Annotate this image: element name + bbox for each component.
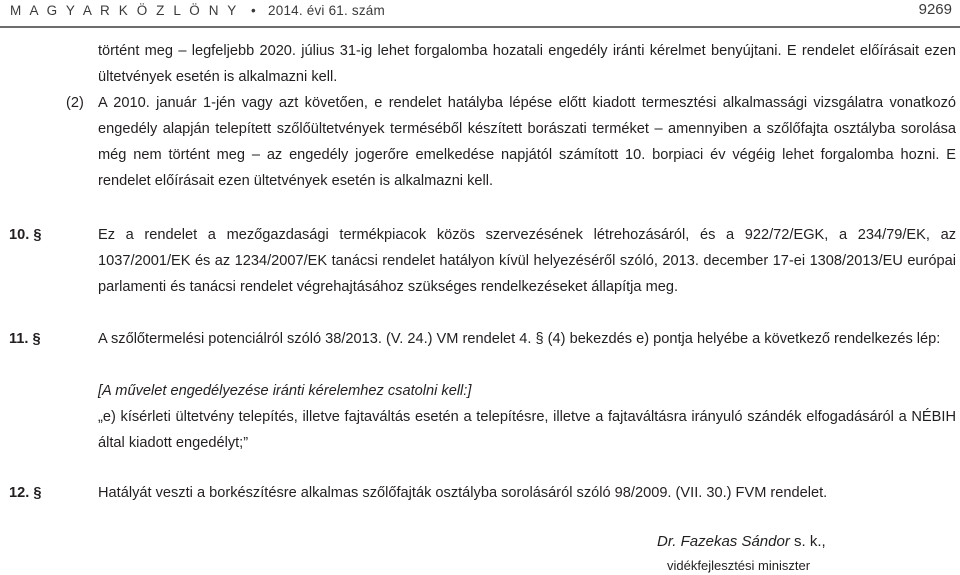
header-rule (0, 26, 960, 28)
signer-title: vidékfejlesztési miniszter (667, 558, 811, 573)
section-11-heading: [A művelet engedélyezése iránti kérelemhez csatolni kell:] (98, 383, 472, 399)
paragraph-2: A 2010. január 1-jén vagy azt követően, e rendelet hatályba lépése előtt kiadott termesztési alkalmassági vizsgálatra vonatkozó engedély alapján telepített szőlőültetvények terméséből készített borászati terméket – amennyiben a szőlőfajta osztályba sorolása még nem történt meg – az engedély jogerőre emelkedése napjától számított 10. borpiaci év végéig lehet forgalomba hozni. E rendelet előírásait ezen ültetvények esetén is alkalmazni kell. (98, 95, 956, 189)
section-11-quote: „e) kísérleti ültetvény telepítés, illetve fajtaváltás esetén a telepítésre, illetve a fajtaváltásra irányuló szándék elfogadásáról a NÉBIH által kiadott engedélyt;” (98, 409, 956, 451)
journal-title (10, 3, 385, 18)
signer-suffix: s. k., (789, 533, 826, 550)
section-11-text: A szőlőtermelési potenciálról szóló 38/2013. (V. 24.) VM rendelet 4. § (4) bekezdés e) pontja helyébe a következő rendelkezés lép: (98, 331, 941, 347)
section-12-number: 12. § (9, 485, 42, 501)
signer (657, 533, 826, 550)
section-10-number: 10. § (9, 227, 42, 243)
issue-label: 2014. évi 61. szám (268, 3, 385, 18)
paragraph-continuation: történt meg – legfeljebb 2020. július 31-ig lehet forgalomba hozatali engedély iránti kérelmet benyújtani. E rendelet előírásait ezen ültetvények esetén is alkalmazni kell. (98, 43, 956, 85)
page-number: 9269 (918, 1, 952, 18)
section-12-text: Hatályát veszti a borkészítésre alkalmas szőlőfajták osztályba sorolásáról szóló 98/2009. (VII. 30.) FVM rendelet. (98, 485, 828, 501)
paragraph-number: (2) (66, 95, 84, 111)
section-10-text: Ez a rendelet a mezőgazdasági termékpiacok közös szervezésének létrehozásáról, és a 922/72/EGK, a 234/79/EK, az 1037/2001/EK és az 1234/2007/EK tanácsi rendelet hatályon kívül helyezéséről szóló, 2013. december 17-ei 1308/2013/EU európai parlamenti és tanácsi rendelet végrehajtásához szükséges rendelkezéseket állapítja meg. (98, 227, 956, 295)
header-separator: • (250, 3, 256, 18)
journal-name: M A G Y A R K Ö Z L Ö N Y (10, 3, 239, 18)
section-11-number: 11. § (9, 331, 41, 347)
signer-name: Dr. Fazekas Sándor (657, 533, 790, 550)
page-header (0, 0, 960, 26)
